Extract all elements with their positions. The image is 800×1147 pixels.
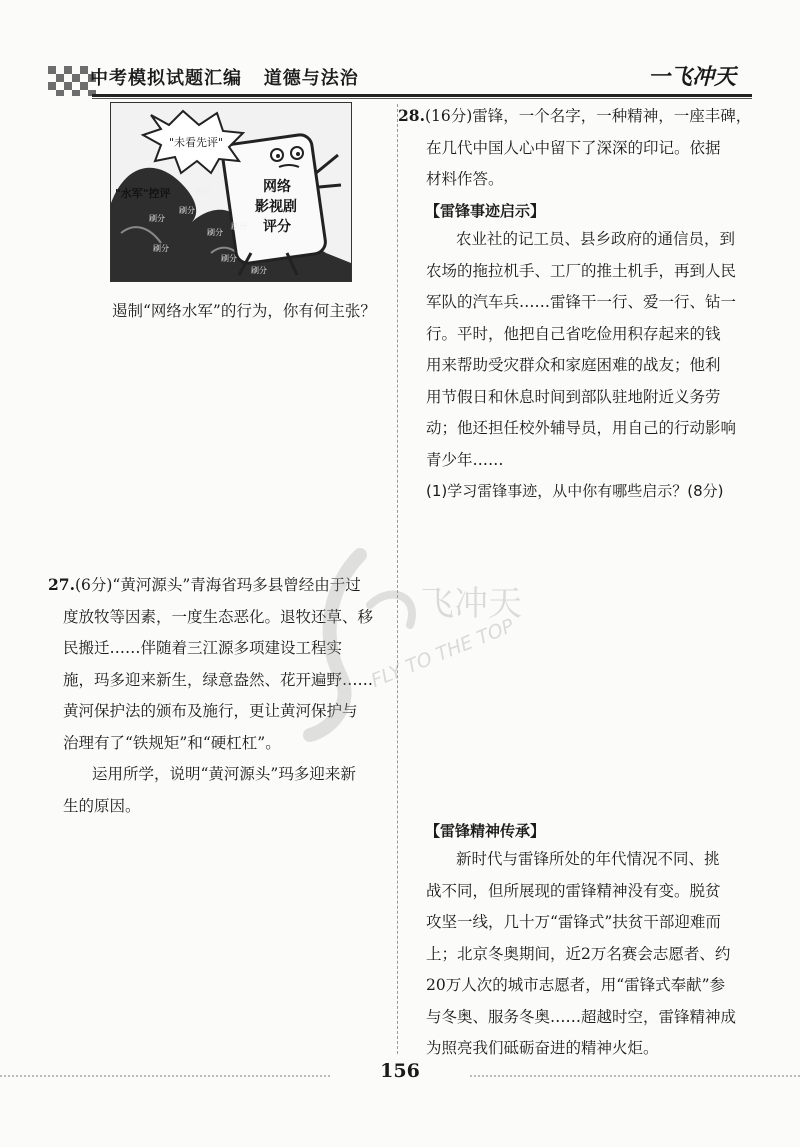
wave-tag: 刷分: [231, 222, 247, 231]
q27-line: 施，玛多迎来新生，绿意盎然、花开遍野……: [63, 670, 374, 689]
sub-question-1: (1)学习雷锋事迹，从中你有哪些启示？(8分): [426, 482, 724, 500]
deeds-line: 军队的汽车兵……雷锋干一行、爱一行、钻一: [426, 293, 737, 311]
deeds-line: 行。平时，他把自己省吃俭用积存起来的钱: [426, 324, 721, 343]
section-deeds-body: [426, 224, 781, 508]
header-rule: [92, 94, 752, 97]
section-heading-deeds: 【雷锋事迹启示】: [425, 202, 546, 220]
q28-number: 28.: [398, 106, 425, 125]
q27-number: 27.: [48, 575, 75, 594]
deeds-line: 用来帮助受灾群众和家庭困难的战友；他利: [426, 356, 721, 374]
speech-bubble-text: "未看先评": [169, 136, 224, 149]
wave-tag: 刷分: [251, 266, 267, 275]
page-header: [0, 0, 800, 100]
wave-label: "水军"控评: [115, 187, 171, 200]
phone-text-line1: 网络: [263, 179, 291, 195]
deeds-line: 用节假日和休息时间到部队驻地附近义务劳: [426, 387, 721, 406]
question-28: [398, 100, 778, 196]
section-heading-spirit: 【雷锋精神传承】: [425, 822, 546, 840]
wave-tag: 刷分: [179, 206, 195, 215]
spirit-line: 新时代与雷锋所处的年代情况不同、挑: [456, 850, 720, 868]
wave-tag: 刷分: [221, 254, 237, 263]
footer-rule-left: [0, 1075, 330, 1077]
watermark-brush-stroke: [310, 555, 360, 735]
cartoon-question: 遏制“网络水军”的行为，你有何主张？: [112, 302, 376, 320]
deeds-line: 动；他还担任校外辅导员，用自己的行动影响: [426, 419, 737, 437]
spirit-line: 攻坚一线，几十万“雷锋式”扶贫干部迎难而: [426, 913, 721, 931]
q27-line: 黄河保护法的颁布及施行，更让黄河保护与: [63, 702, 358, 720]
q27-line: 27.(6分)“黄河源头”青海省玛多县曾经由于过: [48, 575, 361, 594]
wave-tag: 刷分: [195, 188, 211, 197]
q27-line: 治理有了“铁规矩”和“硬杠杠”。: [63, 733, 281, 752]
deeds-line: 青少年……: [426, 450, 504, 469]
deeds-line: 农场的拖拉机手、工厂的推土机手，再到人民: [426, 261, 737, 280]
q27-line: 生的原因。: [63, 796, 141, 815]
spirit-line: 为照亮我们砥砺奋进的精神火炬。: [426, 1039, 659, 1057]
q27-line: 民搬迁……伴随着三江源多项建设工程实: [63, 639, 343, 657]
header-checker-decoration: [48, 66, 96, 96]
q27-line: 度放牧等因素，一度生态恶化。退牧还草、移: [63, 607, 374, 626]
watermark-text-en: FLY TO THE TOP: [368, 614, 518, 693]
watermark-text-cn: 飞冲天: [420, 584, 522, 624]
q28-line: 28.(16分)雷锋，一个名字，一种精神，一座丰碑，: [398, 106, 752, 125]
q28-line: 在几代中国人心中留下了深深的印记。依据: [426, 138, 721, 157]
spirit-line: 战不同，但所展现的雷锋精神没有变。脱贫: [426, 881, 721, 900]
phone-text-line2: 影视剧: [255, 199, 297, 215]
q28-line: 材料作答。: [426, 170, 504, 188]
section-spirit-body: [426, 844, 781, 1065]
page-number: 156: [380, 1060, 420, 1082]
wave-tag: 刷分: [207, 228, 223, 237]
wave-tag: 刷分: [153, 244, 169, 253]
deeds-line: 农业社的记工员、县乡政府的通信员，到: [456, 230, 736, 248]
cartoon-svg: [111, 103, 351, 281]
header-rule-thin: [92, 98, 752, 99]
spirit-line: 上；北京冬奥期间，近2万名赛会志愿者、约: [426, 944, 731, 963]
phone-text-line3: 评分: [263, 219, 291, 235]
q27-line: 运用所学，说明“黄河源头”玛多迎来新: [92, 765, 356, 783]
wave-tag: 刷分: [149, 214, 165, 223]
header-brand: 一飞冲天: [648, 65, 737, 90]
footer-rule-right: [470, 1075, 800, 1077]
header-title: 中考模拟试题汇编 道德与法治: [90, 68, 359, 89]
spirit-line: 20万人次的城市志愿者，用“雷锋式奉献”参: [426, 976, 726, 994]
cartoon-illustration: [110, 102, 352, 282]
watermark-logo: [270, 545, 530, 745]
spirit-line: 与冬奥、服务冬奥……超越时空，雷锋精神成: [426, 1007, 737, 1026]
